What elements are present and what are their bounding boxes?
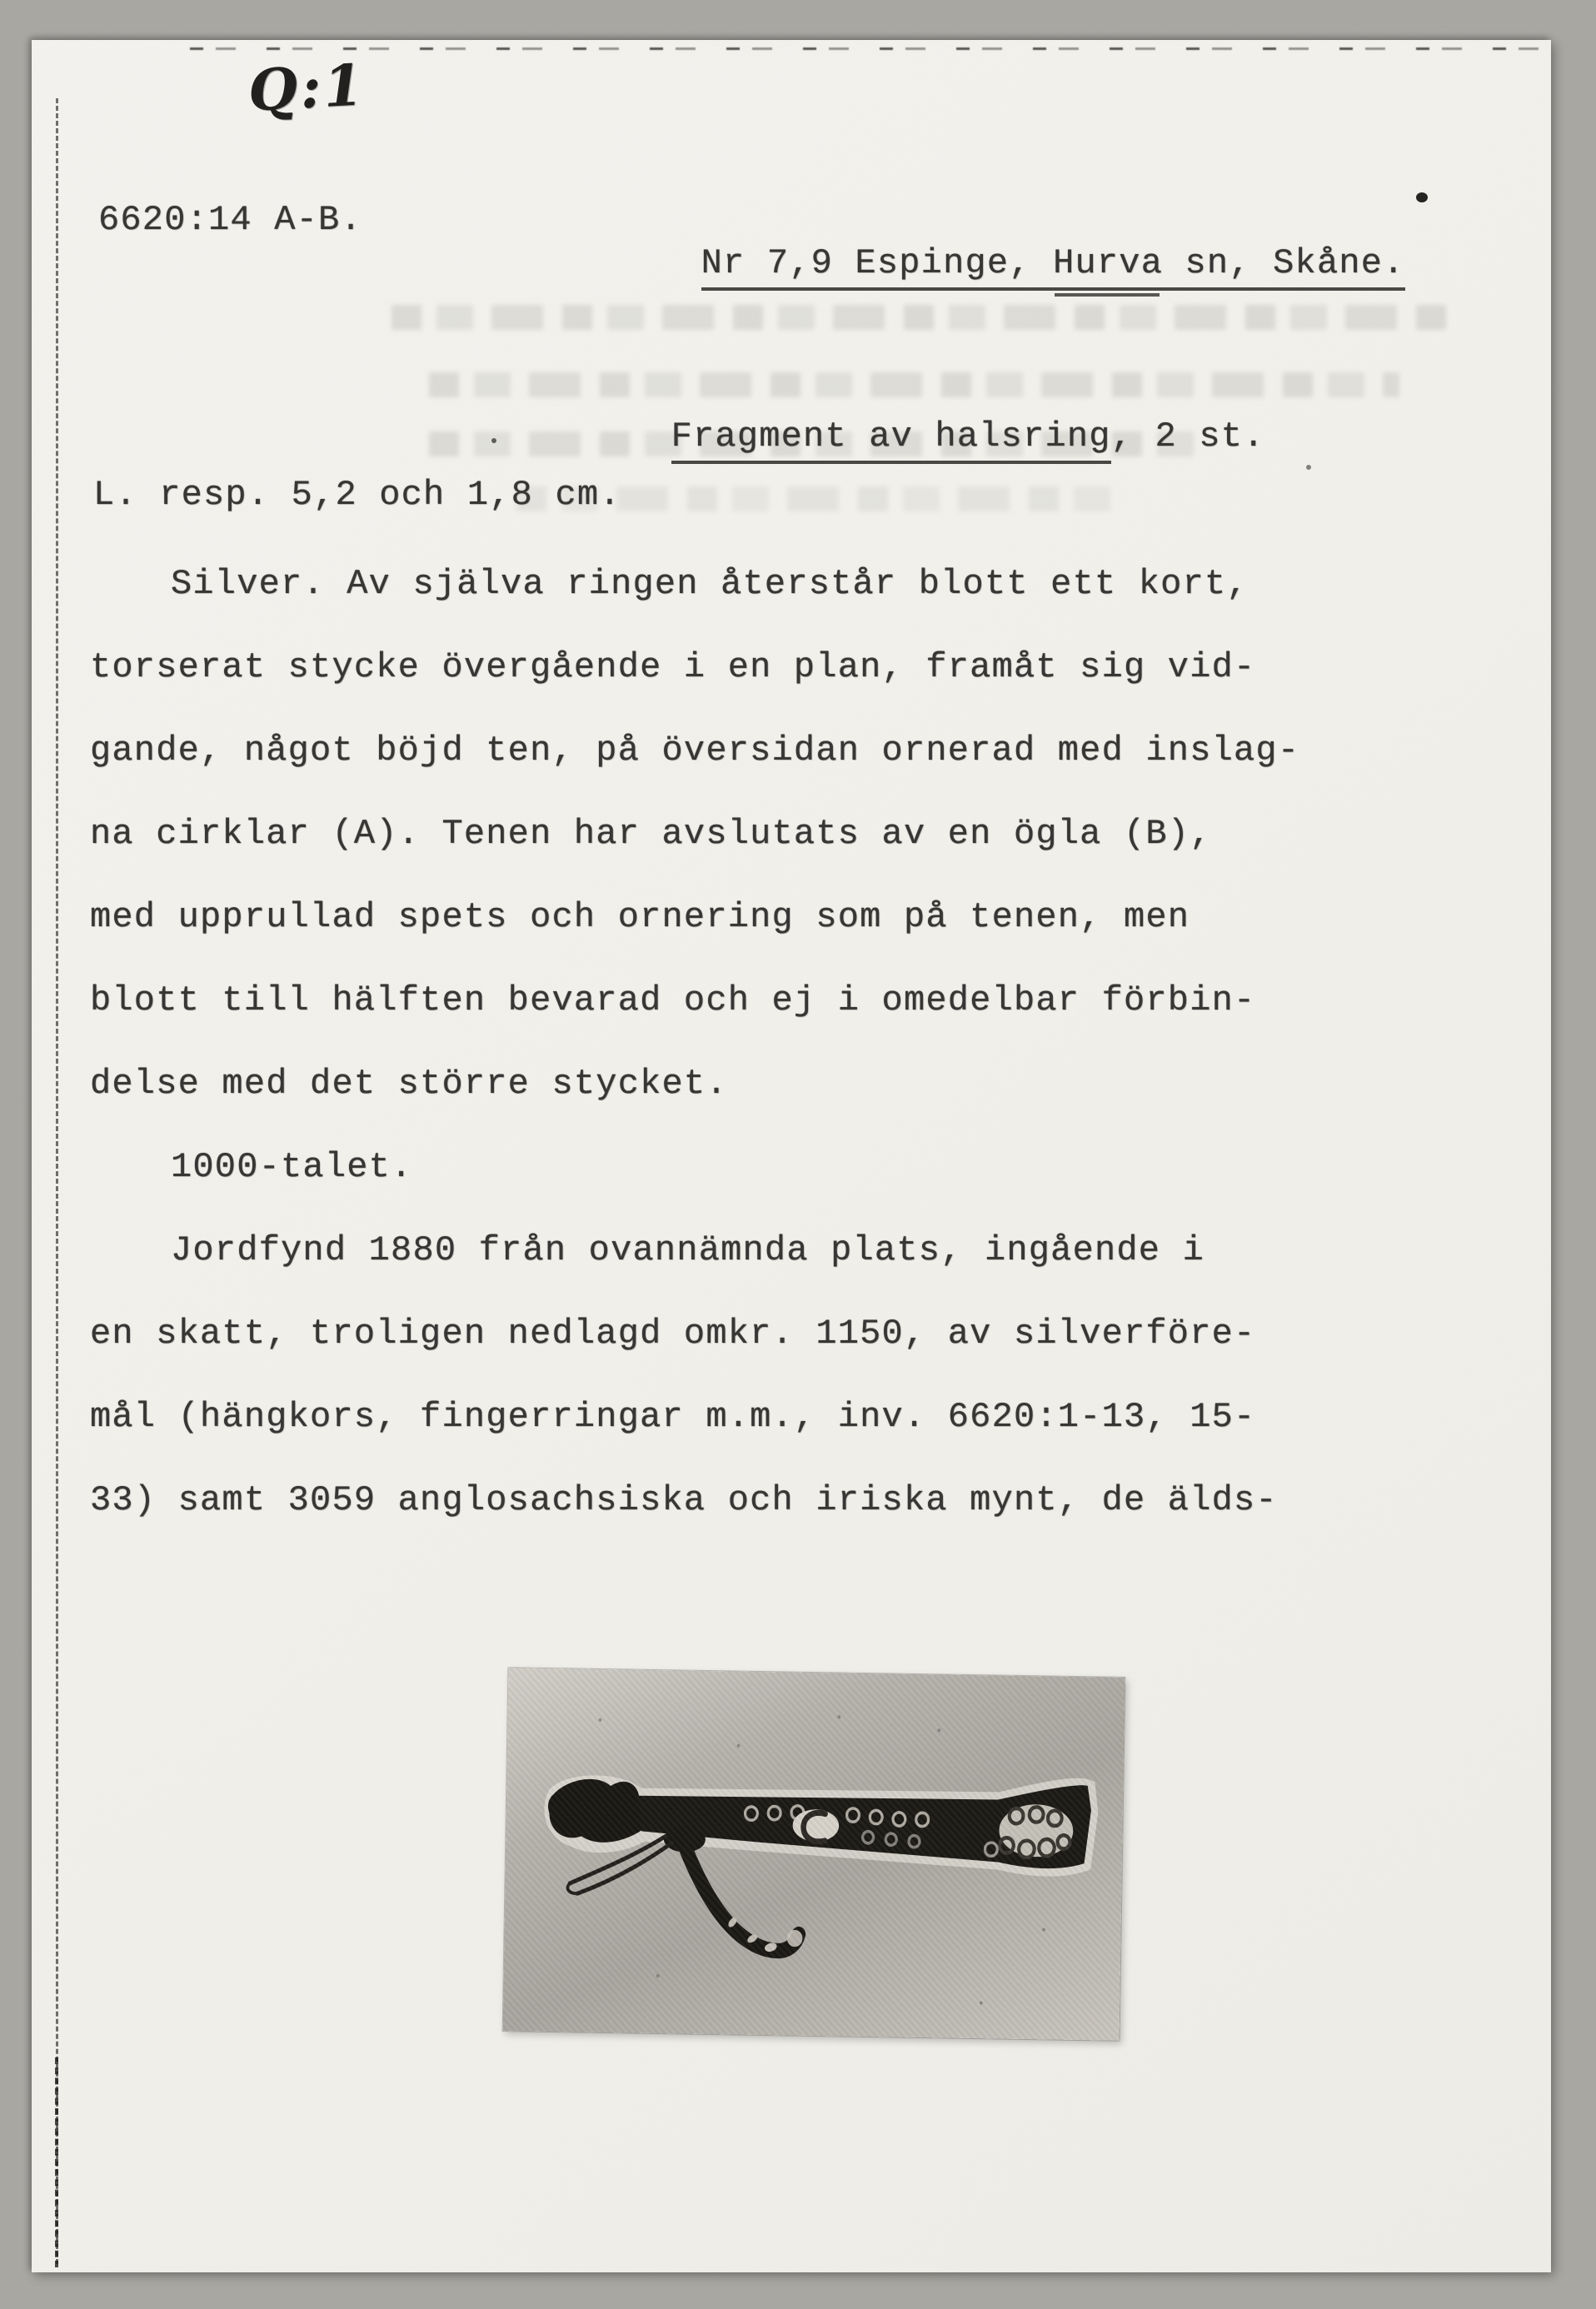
find-title <box>613 198 1405 328</box>
measurement-line: L. resp. 5,2 och 1,8 cm. <box>93 475 621 515</box>
inventory-number: 6620:14 A-B. <box>98 200 362 240</box>
body-line: med upprullad spets och ornering som på tenen, men <box>90 897 1190 937</box>
body-line: 1000-talet. <box>171 1147 413 1187</box>
object-title <box>583 372 1265 501</box>
ink-speck <box>1416 192 1428 202</box>
body-line: mål (hängkors, fingerringar m.m., inv. 6620:1-13, 15- <box>90 1397 1256 1437</box>
body-line: Jordfynd 1880 från ovannämnda plats, ingående i <box>171 1230 1204 1270</box>
artifact-photo-drawing <box>503 1668 1125 2041</box>
object-title-underlined: Fragment av halsring <box>671 416 1111 464</box>
body-line: blott till hälften bevarad och ej i omedelbar förbin- <box>90 980 1256 1020</box>
body-line: torserat stycke övergående i en plan, framåt sig vid- <box>90 647 1256 687</box>
object-title-count: , 2 st. <box>1110 416 1265 456</box>
body-line: delse med det större stycket. <box>90 1064 728 1104</box>
find-title-part3: sn, Skåne. <box>1163 243 1405 283</box>
fold-line <box>56 98 58 2264</box>
ink-speck <box>1306 465 1311 470</box>
body-line: en skatt, troligen nedlagd omkr. 1150, av silverföre- <box>90 1314 1256 1354</box>
body-line: Silver. Av själva ringen återstår blott ett kort, <box>171 564 1249 604</box>
find-title-underlined <box>701 243 1405 291</box>
find-title-parish: Hurva <box>1053 243 1164 283</box>
scan-edge-dotted-line <box>190 47 1543 50</box>
handwritten-annotation: Q:1 <box>247 52 367 125</box>
fold-line-lower <box>55 2057 58 2267</box>
ink-speck <box>491 438 496 443</box>
body-line: na cirklar (A). Tenen har avslutats av en ögla (B), <box>90 814 1212 854</box>
artifact-photo <box>503 1668 1125 2041</box>
body-line: gande, något böjd ten, på översidan ornerad med inslag- <box>90 731 1300 770</box>
body-line: 33) samt 3059 anglosachsiska och iriska mynt, de älds- <box>90 1480 1278 1520</box>
find-title-part1: Nr 7,9 Espinge, <box>701 243 1054 283</box>
